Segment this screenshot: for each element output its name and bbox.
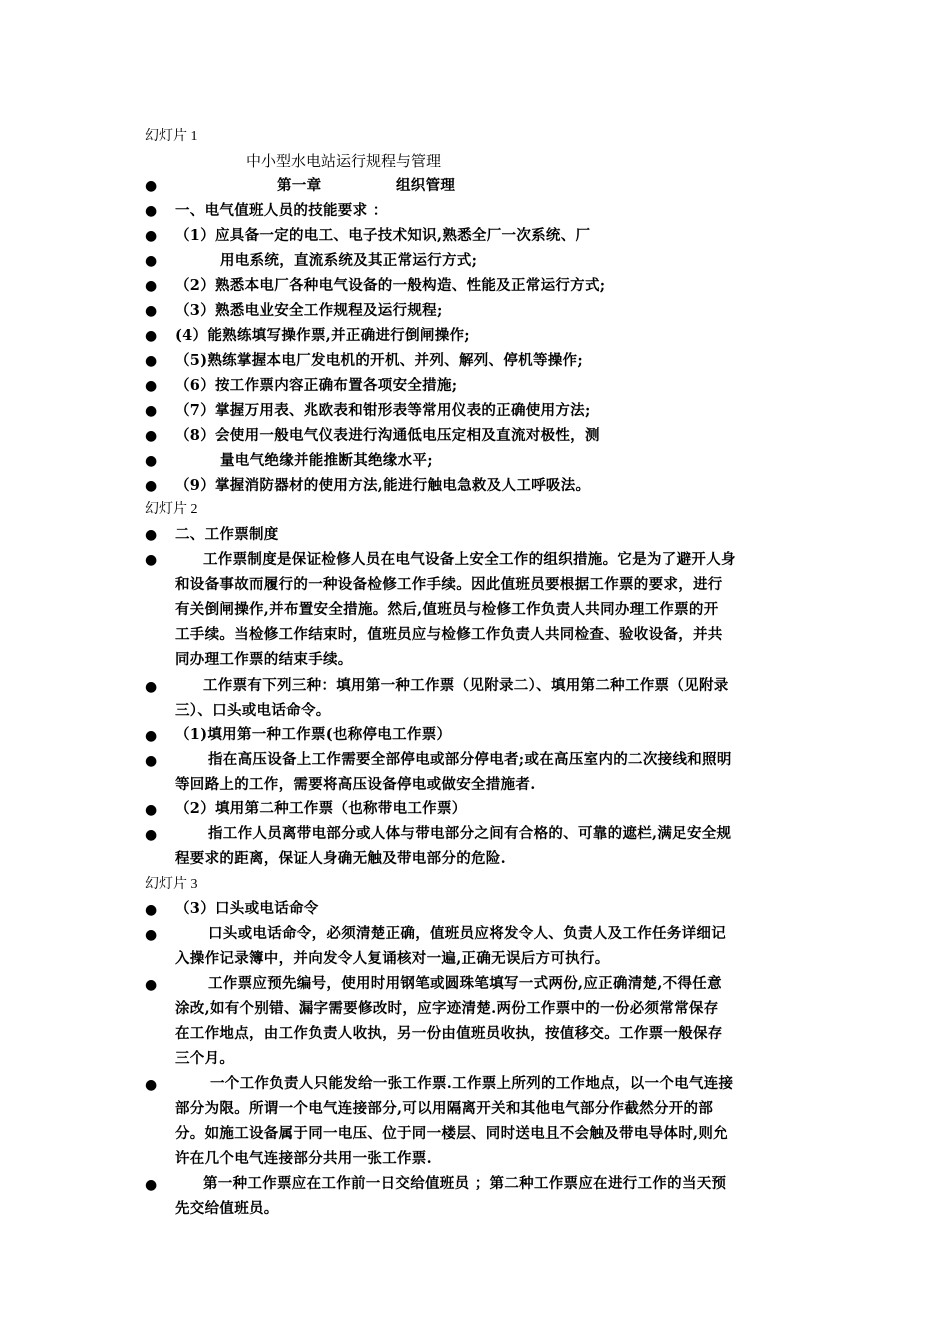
section-heading: 二、工作票制度 [175,526,279,543]
paragraph-line: 先交给值班员。 [175,1200,279,1217]
bullet-icon: ● [145,253,158,269]
chapter-name: 组织管理 [396,177,456,194]
paragraph-line: 口头或电话命令，必须清楚正确，值班员应将发令人、负责人及工作任务详细记 [208,925,726,942]
bullet-icon: ● [145,902,158,918]
bullet-icon: ● [145,228,158,244]
bullet-icon: ● [145,453,158,469]
list-item: 用电系统，直流系统及其正常运行方式; [220,252,478,269]
paragraph-line: 指工作人员离带电部分或人体与带电部分之间有合格的、可靠的遮栏,满足安全规 [208,825,732,842]
list-item: （6）按工作票内容正确布置各项安全措施; [175,377,458,394]
bullet-icon: ● [145,478,158,494]
bullet-icon: ● [145,552,158,568]
list-item: （5)熟练掌握本电厂发电机的开机、并列、解列、停机等操作; [175,352,583,369]
bullet-icon: ● [145,353,158,369]
paragraph-line: 许在几个电气连接部分共用一张工作票. [175,1150,432,1167]
bullet-icon: ● [145,1177,158,1193]
list-item: 量电气绝缘并能推断其绝缘水平; [220,452,433,469]
paragraph-line: 涂改,如有个别错、漏字需要修改时，应字迹清楚.两份工作票中的一份必须常常保存 [175,1000,719,1017]
chapter-number: 第一章 [277,177,322,194]
paragraph-line: 指在高压设备上工作需要全部停电或部分停电者;或在高压室内的二次接线和照明 [208,751,732,768]
list-item: （3）口头或电话命令 [175,900,319,917]
bullet-icon: ● [145,303,158,319]
bullet-icon: ● [145,679,158,695]
bullet-icon: ● [145,203,158,219]
bullet-icon: ● [145,527,158,543]
bullet-icon: ● [145,278,158,294]
list-item: （3）熟悉电业安全工作规程及运行规程; [175,302,443,319]
paragraph-line: 同办理工作票的结束手续。 [175,651,353,668]
paragraph-line: 入操作记录簿中，并向发令人复诵核对一遍,正确无误后方可执行。 [175,950,610,967]
bullet-icon: ● [145,428,158,444]
list-item: （1)填用第一种工作票(也称停电工作票） [175,726,452,743]
slide-3-label: 幻灯片 3 [145,877,198,892]
paragraph-line: 分。如施工设备属于同一电压、位于同一楼层、同时送电且不会触及带电导体时,则允 [175,1125,728,1142]
bullet-icon: ● [145,927,158,943]
list-item: （1）应具备一定的电工、电子技术知识,熟悉全厂一次系统、厂 [175,227,591,244]
list-item: （2）熟悉本电厂各种电气设备的一般构造、性能及正常运行方式; [175,277,606,294]
list-item: （2）填用第二种工作票（也称带电工作票） [175,800,467,817]
paragraph-line: 第一种工作票应在工作前一日交给值班员 ；第二种工作票应在进行工作的当天预 [203,1175,727,1192]
paragraph-line: 等回路上的工作，需要将高压设备停电或做安全措施者. [175,776,536,793]
paragraph-line: 工作票制度是保证检修人员在电气设备上安全工作的组织措施。它是为了避开人身 [203,551,736,568]
bullet-icon: ● [145,403,158,419]
list-item: （8）会使用一般电气仪表进行沟通低电压定相及直流对极性，测 [175,427,600,444]
paragraph-line: 工作票应预先编号，使用时用钢笔或圆珠笔填写一式两份,应正确清楚,不得任意 [208,975,722,992]
document-title: 中小型水电站运行规程与管理 [246,152,442,170]
slide-2-label: 幻灯片 2 [145,502,198,517]
list-item: (4）能熟练填写操作票,并正确进行倒闸操作; [175,327,470,344]
slide-1-label: 幻灯片 1 [145,129,198,144]
paragraph-line: 程要求的距离，保证人身确无触及带电部分的危险. [175,850,506,867]
bullet-icon: ● [145,753,158,769]
bullet-icon: ● [145,977,158,993]
paragraph-line: 部分为限。所谓一个电气连接部分,可以用隔离开关和其他电气部分作截然分开的部 [175,1100,714,1117]
list-item: （9）掌握消防器材的使用方法,能进行触电急救及人工呼吸法。 [175,477,591,494]
paragraph-line: 工作票有下列三种：填用第一种工作票（见附录二）、填用第二种工作票（见附录 [203,677,729,694]
bullet-icon: ● [145,802,158,818]
bullet-icon: ● [145,827,158,843]
bullet-icon: ● [145,328,158,344]
bullet-icon: ● [145,1077,158,1093]
list-item: 一、电气值班人员的技能要求 ： [175,202,388,219]
paragraph-line: 有关倒闸操作,并布置安全措施。然后,值班员与检修工作负责人共同办理工作票的开 [175,601,719,618]
paragraph-line: 三）、口头或电话命令。 [175,702,331,719]
paragraph-line: 三个月。 [175,1050,235,1067]
list-item: （7）掌握万用表、兆欧表和钳形表等常用仪表的正确使用方法; [175,402,591,419]
paragraph-line: 工手续。当检修工作结束时，值班员应与检修工作负责人共同检查、验收设备，并共 [175,626,723,643]
bullet-icon: ● [145,178,158,194]
bullet-icon: ● [145,378,158,394]
bullet-icon: ● [145,728,158,744]
paragraph-line: 一个工作负责人只能发给一张工作票.工作票上所列的工作地点，以一个电气连接 [210,1075,734,1092]
paragraph-line: 在工作地点，由工作负责人收执，另一份由值班员收执，按值移交。工作票一般保存 [175,1025,723,1042]
paragraph-line: 和设备事故而履行的一种设备检修工作手续。因此值班员要根据工作票的要求，进行 [175,576,723,593]
